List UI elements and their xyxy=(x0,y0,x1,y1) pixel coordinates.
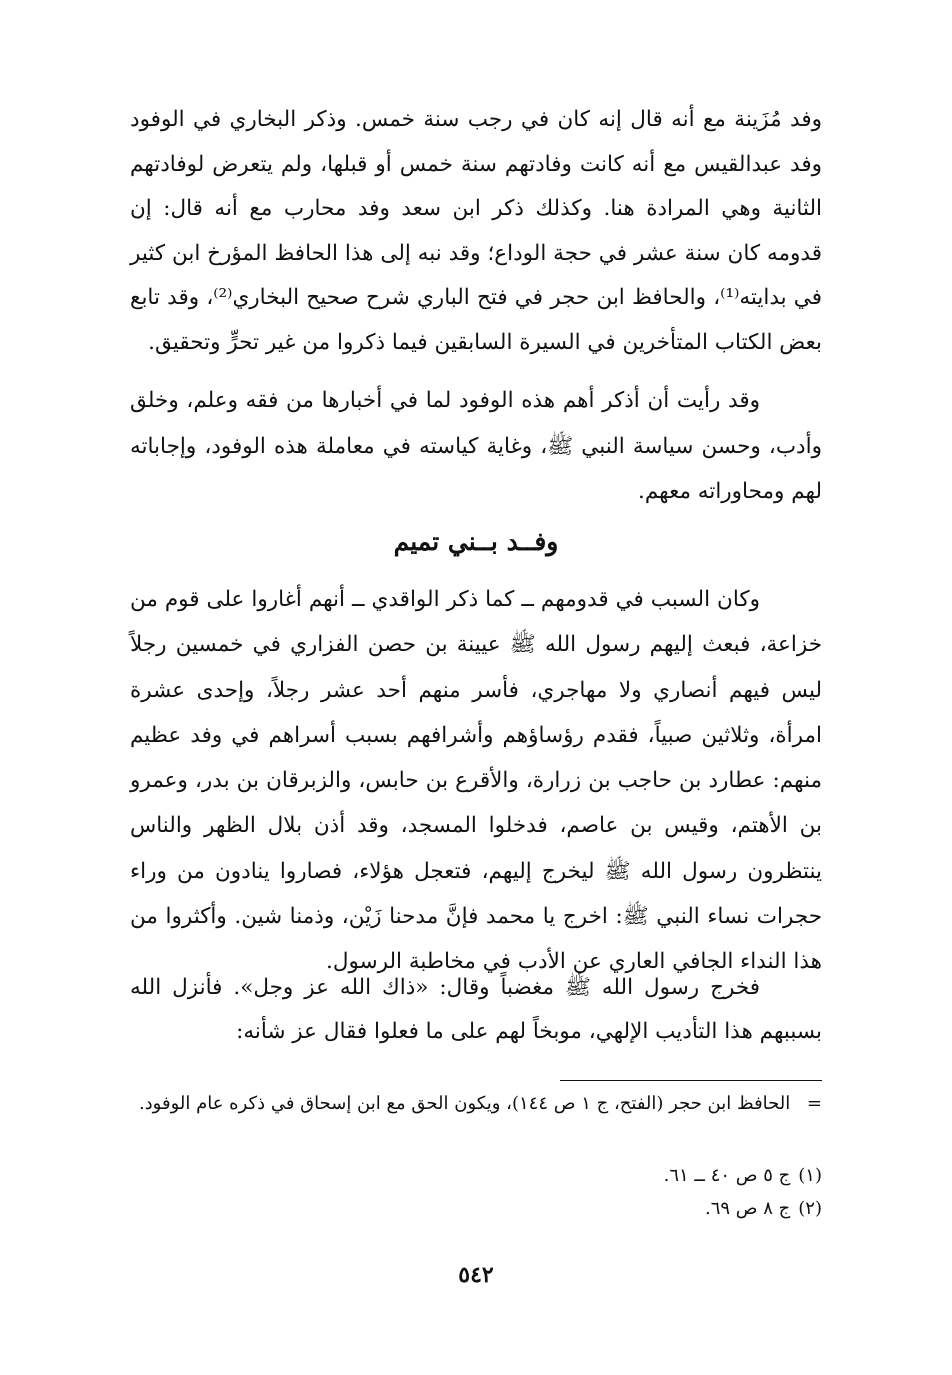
footnote-text: ج ٥ ص ٤٠ ــ ٦١. xyxy=(663,1165,791,1186)
footnote-text: الحافظ ابن حجر (الفتح، ج ١ ص ١٤٤)، ويكون الحق مع ابن إسحاق في ذكره عام الوفود. xyxy=(138,1093,791,1114)
paragraph-3: وكان السبب في قدومهم ــ كما ذكر الواقدي ــ أنهم أغاروا على قوم من خزاعة، فبعث إليهم رسول الله ﷺ عيينة بن حصن الفزاري في خمسين رجلاً ليس فيهم أنصاري ولا مهاجري، فأسر منهم أحد عشر رجلاً، وإحدى عشرة امرأة، وثلاثين صبياً، فقدم رؤساؤهم وأشرافهم بسبب أسراهم في وفد عظيم منهم: عطارد بن حاجب بن زرارة، والأقرع بن حابس، والزبرقان بن بدر، وعمرو بن الأهتم، وقيس بن عاصم، فدخلوا المسجد، وقد أذن بلال الظهر والناس ينتظرون رسول الله ﷺ ليخرج إليهم، فتعجل هؤلاء، فصاروا ينادون من وراء حجرات نساء النبي ﷺ: اخرج يا محمد فإنَّ مدحنا زَيْن، وذمنا شين. وأكثروا من هذا النداء الجافي العاري عن الأدب في مخاطبة الرسول. xyxy=(130,587,822,975)
footnote-continuation xyxy=(130,1088,822,1120)
paragraph-1: وفد مُزَينة مع أنه قال إنه كان في رجب سنة خمس. وذكر البخاري في الوفود وفد عبدالقيس مع أنه كانت وفادتهم سنة خمس أو قبلها، ولم يتعرض لوفادتهم الثانية وهي المرادة هنا. وكذلك ذكر ابن سعد وفد محارب مع أنه قال: إن قدومه كان سنة عشر في حجة الوداع؛ وقد نبه إلى هذا الحافظ المؤرخ ابن كثير في بدايته⁽¹⁾، والحافظ ابن حجر في فتح الباري شرح صحيح البخاري⁽²⁾، وقد تابع بعض الكتاب المتأخرين في السيرة السابقين فيما ذكروا من غير تحرٍّ وتحقيق. xyxy=(130,107,822,355)
page-number: ٥٤٢ xyxy=(458,1262,494,1288)
footnote-mark: = xyxy=(806,1093,822,1114)
footnote-mark: (١) xyxy=(798,1165,822,1186)
paragraph-4: فخرج رسول الله ﷺ مغضباً وقال: «ذاك الله عز وجل». فأنزل الله بسببهم هذا التأديب الإلهي، موبخاً لهم على ما فعلوا فقال عز شأنه: xyxy=(130,975,822,1044)
footnote-mark: (٢) xyxy=(798,1198,822,1219)
paragraph-2: وقد رأيت أن أذكر أهم هذه الوفود لما في أخبارها من فقه وعلم، وخلق وأدب، وحسن سياسة النبي ﷺ، وغاية كياسته في معاملة هذه الوفود، وإجاباته لهم ومحاوراته معهم. xyxy=(130,388,822,504)
footnote-divider xyxy=(560,1080,822,1081)
footnote-2 xyxy=(130,1193,822,1225)
footnote-text: ج ٨ ص ٦٩. xyxy=(704,1198,791,1219)
footnote-1 xyxy=(130,1160,822,1192)
section-heading: وفــد بــني تميم xyxy=(393,527,559,556)
